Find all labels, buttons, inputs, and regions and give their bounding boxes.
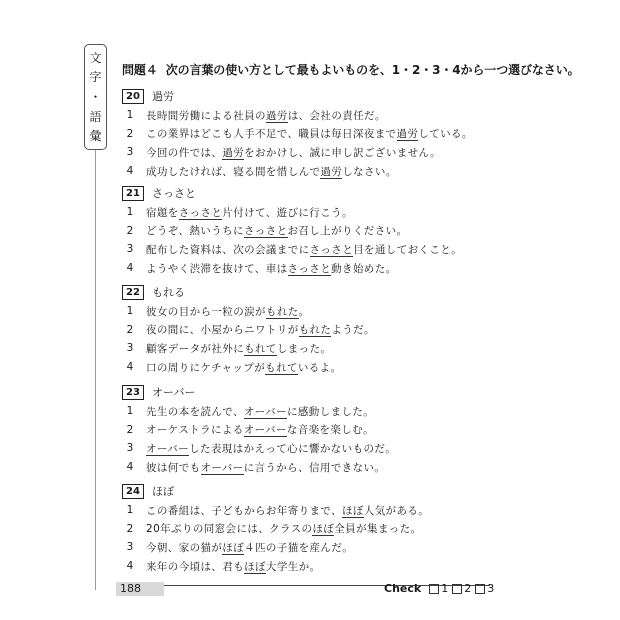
option-text (146, 540, 353, 555)
option-number: 4 (126, 461, 134, 474)
option-text-part: 彼は何でも (146, 461, 201, 474)
option-number: 2 (126, 522, 134, 535)
answer-option[interactable] (122, 520, 429, 539)
target-word: さっさと (243, 225, 288, 238)
option-text (146, 242, 462, 257)
option-number: 2 (126, 323, 134, 336)
target-word: 過労 (265, 109, 288, 122)
question-20 (122, 88, 473, 180)
option-text-part: 全員が集まった。 (334, 523, 422, 536)
option-text (146, 422, 374, 437)
question-number: 22 (122, 285, 144, 300)
option-text (146, 164, 397, 179)
target-word: ほぼ (244, 560, 266, 573)
target-word: ほぼ (312, 523, 335, 536)
side-rule (95, 150, 96, 590)
question-24 (122, 483, 429, 575)
option-number: 2 (126, 224, 134, 237)
option-text (146, 261, 397, 276)
option-text (146, 145, 441, 160)
option-text-part: どうぞ、熱いうちに (146, 225, 244, 238)
target-word: 過労 (222, 146, 245, 159)
option-text-part: ４匹の子猫を産んだ。 (244, 541, 354, 554)
target-word: さっさと (309, 243, 354, 256)
option-text-part: をおかけし、誠に申し訳ございません。 (244, 146, 441, 159)
option-text (146, 205, 353, 220)
option-text-part: ようだ。 (331, 324, 375, 337)
option-text-part: いるよ。 (297, 361, 342, 374)
option-text-part: 。 (298, 305, 310, 318)
option-text-part: 20年ぶりの同窓会には、クラスの (146, 523, 313, 536)
option-text-part: しまった。 (276, 342, 332, 355)
option-number: 1 (126, 405, 134, 418)
answer-option[interactable] (122, 240, 462, 259)
section-tab-char: 語 (89, 109, 102, 124)
check-boxes (384, 582, 494, 596)
option-text-part: な音楽を楽しむ。 (286, 424, 374, 437)
answer-option[interactable] (122, 402, 396, 421)
option-text-part: 動き始めた。 (331, 262, 397, 275)
question-head (122, 483, 429, 499)
answer-option[interactable] (122, 106, 473, 125)
section-tab-char: 彙 (89, 129, 102, 144)
option-text (146, 404, 374, 419)
question-21 (122, 185, 462, 277)
question-22 (122, 284, 375, 376)
option-text (146, 521, 421, 536)
answer-option[interactable] (122, 458, 396, 477)
option-text-part: 来年の今頃は、君も (146, 560, 245, 573)
section-tab (84, 44, 107, 150)
option-text-part: 口の周りにケチャップが (146, 361, 266, 374)
option-text-part: 大学生か。 (265, 560, 321, 573)
page-number: 188 (116, 582, 164, 596)
option-text-part: は、会社の責任だ。 (287, 109, 386, 122)
target-word: もれた (265, 305, 299, 318)
question-word: ほぼ (152, 485, 174, 498)
question-head (122, 185, 462, 201)
answer-option[interactable] (122, 439, 396, 458)
check-label: Check (384, 582, 422, 595)
option-number: 2 (126, 423, 134, 436)
question-head (122, 384, 396, 400)
question-number: 23 (122, 385, 144, 400)
question-number: 21 (122, 186, 144, 201)
option-number: 3 (126, 342, 134, 355)
option-text (146, 559, 320, 574)
option-number: 3 (126, 541, 134, 554)
target-word: もれた (298, 324, 332, 337)
target-word: 過労 (320, 165, 343, 178)
section-tab-char: 字 (89, 70, 102, 85)
answer-option[interactable] (122, 302, 375, 321)
answer-option[interactable] (122, 421, 396, 440)
answer-option[interactable] (122, 162, 473, 181)
question-word: もれる (152, 286, 185, 299)
option-text (146, 304, 310, 319)
option-text-part: 目を通しておくこと。 (353, 243, 463, 256)
target-word: オーバー (243, 424, 287, 437)
answer-option[interactable] (122, 538, 429, 557)
target-word: さっさと (178, 206, 223, 219)
option-text-part: 成功したければ、寝る間を惜しんで (146, 165, 321, 178)
option-number: 3 (126, 243, 134, 256)
answer-option[interactable] (122, 222, 462, 241)
problem-number: 問題４ (122, 63, 158, 77)
option-number: 1 (126, 109, 134, 122)
question-word: オーバー (152, 386, 196, 399)
answer-option[interactable] (122, 501, 429, 520)
option-text-part: 顧客データが社外に (146, 342, 245, 355)
option-text-part: した表現はかえって心に響かないものだ。 (189, 442, 397, 455)
target-word: オーバー (146, 442, 190, 455)
option-number: 3 (126, 146, 134, 159)
problem-title (122, 61, 580, 78)
check-box-label: 2 (464, 582, 472, 595)
option-text (146, 360, 341, 375)
option-text-part: オーケストラによる (146, 424, 244, 437)
option-text-part: 片付けて、遊びに行こう。 (222, 206, 353, 219)
target-word: ほぼ (342, 504, 364, 517)
problem-instruction: 次の言葉の使い方として最もよいものを、1・2・3・4から一つ選びなさい。 (165, 63, 580, 77)
section-tab-char: ・ (89, 89, 102, 104)
option-text-part: 今回の件では、 (146, 146, 223, 159)
option-text-part: お召し上がりください。 (287, 225, 408, 238)
option-text-part: している。 (418, 128, 473, 141)
option-text-part: この業界はどこも人手不足で、職員は毎日深夜まで (146, 128, 397, 141)
target-word: もれて (265, 361, 298, 374)
option-text-part: 配布した資料は、次の会議までに (146, 243, 310, 256)
target-word: 過労 (396, 128, 419, 141)
check-box-label: 3 (487, 582, 495, 595)
option-text (146, 341, 331, 356)
answer-option[interactable] (122, 203, 462, 222)
option-text-part: ようやく渋滞を抜けて、車は (146, 262, 288, 275)
check-box[interactable] (429, 584, 439, 594)
answer-option[interactable] (122, 259, 462, 278)
question-number: 20 (122, 89, 144, 104)
answer-option[interactable] (122, 339, 375, 358)
option-text-part: 人気がある。 (363, 504, 430, 517)
option-text-part: 宿題を (146, 206, 179, 219)
answer-option[interactable] (122, 358, 375, 377)
option-number: 4 (126, 262, 134, 275)
option-text (146, 223, 407, 238)
answer-option[interactable] (122, 125, 473, 144)
answer-option[interactable] (122, 557, 429, 576)
question-word: さっさと (152, 187, 196, 200)
answer-option[interactable] (122, 143, 473, 162)
question-number: 24 (122, 484, 144, 499)
option-number: 4 (126, 165, 134, 178)
question-word: 過労 (152, 90, 174, 103)
option-text-part: に感動しました。 (286, 405, 375, 418)
option-text-part: 長時間労働による社員の (146, 109, 266, 122)
question-head (122, 284, 375, 300)
option-number: 1 (126, 206, 134, 219)
option-text-part: 今朝、家の猫が (146, 541, 223, 554)
option-number: 1 (126, 305, 134, 318)
option-text (146, 126, 473, 141)
option-text-part: に言うから、信用できない。 (243, 461, 386, 474)
target-word: オーバー (243, 405, 287, 418)
option-text-part: 彼女の目から一粒の涙が (146, 305, 266, 318)
answer-option[interactable] (122, 321, 375, 340)
option-number: 1 (126, 504, 134, 517)
question-head (122, 88, 473, 104)
option-text (146, 460, 385, 475)
option-text-part: しなさい。 (342, 165, 397, 178)
option-number: 4 (126, 560, 134, 573)
section-tab-char: 文 (89, 50, 102, 65)
option-text-part: この番組は、子どもからお年寄りまで、 (146, 504, 342, 517)
option-text (146, 108, 386, 123)
option-text-part: 夜の間に、小屋からニワトリが (146, 324, 299, 337)
check-box[interactable] (452, 584, 462, 594)
target-word: さっさと (287, 262, 332, 275)
option-number: 2 (126, 127, 134, 140)
check-box[interactable] (475, 584, 485, 594)
option-text (146, 503, 429, 518)
option-text (146, 441, 396, 456)
option-number: 3 (126, 442, 134, 455)
target-word: ほぼ (222, 541, 245, 554)
option-text-part: 先生の本を読んで、 (146, 405, 244, 418)
target-word: オーバー (200, 461, 244, 474)
option-number: 4 (126, 361, 134, 374)
question-23 (122, 384, 396, 476)
target-word: もれて (244, 342, 277, 355)
check-box-label: 1 (441, 582, 449, 595)
option-text (146, 322, 375, 337)
